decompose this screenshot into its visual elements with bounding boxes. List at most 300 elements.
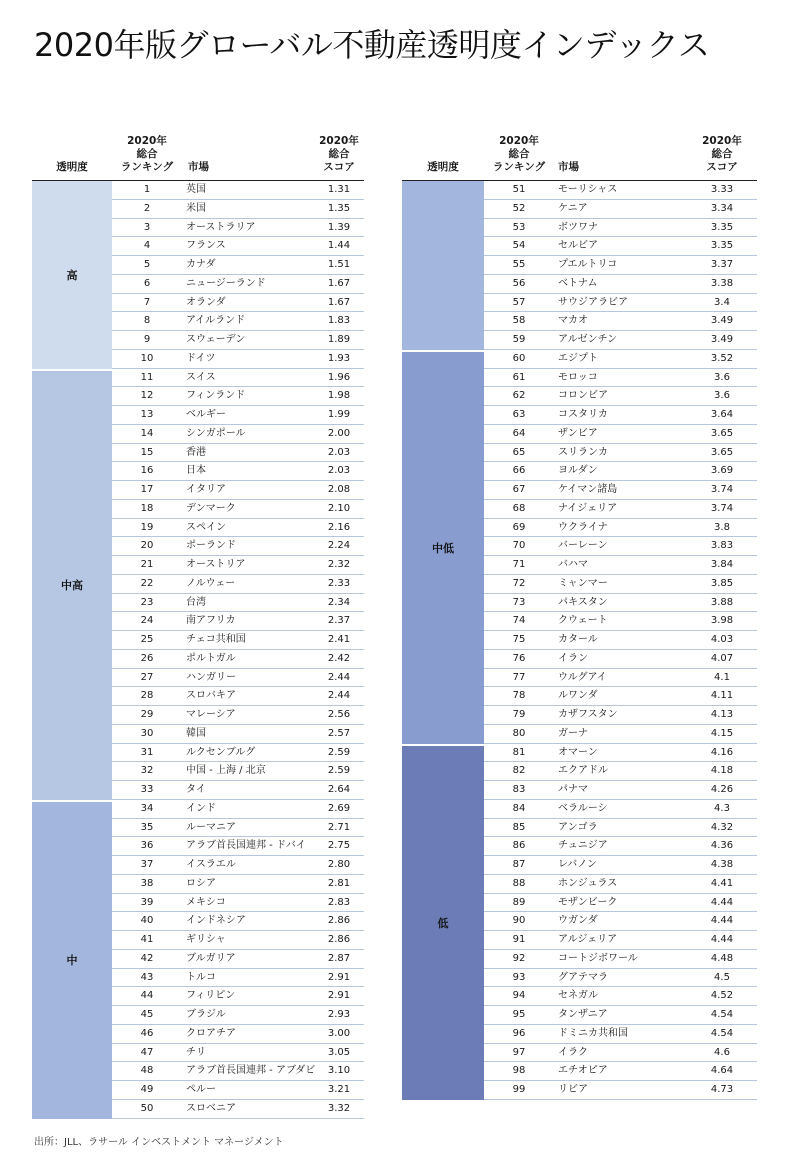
score-cell: 3.6 [714,390,730,402]
table-row [112,1081,364,1100]
score-cell: 3.52 [710,352,734,364]
table-row [484,350,757,369]
rank-cell: 60 [512,352,526,364]
score-cell: 2.24 [327,540,351,552]
table-row [112,200,364,219]
score-cell: 3.35 [710,221,734,233]
market-cell: ガーナ [558,727,588,739]
table-row [112,875,364,894]
score-cell: 2.37 [327,615,351,627]
rank-cell: 75 [512,634,526,645]
rank-cell: 13 [140,409,154,420]
table-row [112,237,364,256]
rank-cell: 54 [512,240,526,252]
market-cell: ドイツ [186,352,216,364]
table-row [484,519,757,538]
table-row [112,631,364,650]
table-row [484,819,757,838]
rank-cell: 93 [512,971,526,983]
score-cell: 4.32 [710,821,734,833]
table-row [484,425,757,444]
score-cell: 2.42 [327,652,351,664]
score-cell: 2.16 [327,521,351,533]
rank-cell: 25 [140,634,154,645]
market-cell: スイス [186,371,216,383]
table-row [112,275,364,294]
table-row [484,1025,757,1044]
score-cell: 2.44 [327,671,351,683]
market-cell: モーリシャス [558,184,618,195]
table-row [484,537,757,556]
table-row [484,669,757,688]
table-row [484,950,757,969]
score-cell: 2.34 [327,596,351,608]
table-row [484,312,757,331]
score-cell: 2.71 [327,821,351,833]
table-row [112,987,364,1006]
score-cell: 2.08 [327,484,351,495]
market-cell: モザンビーク [558,896,618,908]
table-row [484,219,757,238]
market-cell: モロッコ [558,371,598,383]
rank-cell: 38 [140,877,154,889]
market-cell: カタール [558,634,598,645]
rank-cell: 79 [512,709,526,720]
rank-cell: 10 [140,352,154,364]
market-cell: ボツワナ [558,221,598,233]
score-cell: 3.65 [710,446,734,458]
market-cell: イラク [558,1046,588,1058]
score-cell: 3.98 [710,615,734,627]
market-cell: アンゴラ [558,821,598,833]
score-cell: 4.73 [710,1084,734,1095]
rank-cell: 24 [140,615,154,627]
market-cell: セネガル [558,990,598,1002]
market-cell: パナマ [558,784,588,795]
rank-cell: 28 [140,690,154,702]
table-row [112,969,364,988]
score-cell: 4.36 [710,840,734,852]
market-cell: シンガポール [186,427,246,439]
market-cell: タイ [186,784,206,795]
table-row [484,612,757,631]
score-cell: 1.96 [327,371,351,383]
table-row [112,819,364,838]
rank-cell: 11 [140,371,154,383]
tier-label: 中低 [432,541,454,555]
table-row [484,406,757,425]
market-cell: イタリア [186,484,226,495]
tier-band [32,181,112,369]
table-row [484,1006,757,1025]
table-row [112,706,364,725]
market-cell: オーストリア [186,559,246,570]
table-row [112,350,364,369]
market-cell: 香港 [186,446,206,458]
table-row [484,237,757,256]
source-note: 出所：JLL、ラサール インベストメント マネージメント [34,1137,284,1148]
market-cell: ブラジル [186,1009,226,1020]
rank-cell: 50 [140,1102,154,1114]
market-cell: ナイジェリア [558,502,618,514]
score-cell: 1.83 [327,315,351,327]
score-cell: 4.3 [714,802,730,814]
score-cell: 3.05 [327,1046,351,1058]
table-row [484,894,757,913]
score-cell: 4.64 [710,1065,734,1077]
table-row [112,537,364,556]
table-row [484,1062,757,1081]
rank-cell: 35 [140,821,154,833]
rank-cell: 31 [140,746,154,758]
market-cell: ギリシャ [186,934,226,945]
rank-cell: 32 [140,765,154,777]
header-score [687,135,757,174]
table-row [112,1062,364,1081]
market-cell: フィンランド [186,390,246,402]
rank-cell: 52 [512,202,526,214]
score-cell: 1.98 [327,390,351,402]
rank-cell: 40 [140,915,154,927]
rank-cell: 61 [512,371,526,383]
market-cell: チリ [186,1046,206,1058]
market-cell: ニュージーランド [186,277,266,289]
score-cell: 2.64 [327,784,351,795]
market-cell: ザンビア [558,427,598,439]
rank-cell: 34 [140,802,154,814]
rank-cell: 9 [143,334,151,345]
table-row [112,519,364,538]
table-row [112,387,364,406]
table-row [112,856,364,875]
table-row [484,200,757,219]
score-cell: 3.4 [714,296,730,308]
header-tier: 透明度 [427,161,459,173]
rank-cell: 90 [512,915,526,927]
rank-cell: 87 [512,859,526,870]
market-cell: オマーン [558,746,598,758]
rank-cell: 91 [512,934,526,945]
score-cell: 1.35 [327,202,351,214]
table-row [484,631,757,650]
rank-cell: 68 [512,502,526,514]
score-cell: 3.37 [710,259,734,270]
market-cell: コロンビア [558,390,608,402]
rank-cell: 7 [143,296,151,308]
header-market: 市場 [558,161,579,173]
market-cell: エジプト [558,352,598,364]
market-cell: アルジェリア [558,934,618,945]
market-cell: スペイン [186,521,226,533]
score-cell: 3.6 [714,371,730,383]
market-cell: オランダ [186,296,226,308]
table-row [112,1025,364,1044]
score-cell: 2.57 [327,727,351,739]
market-cell: マレーシア [186,709,236,720]
header-rank-line: 総合 [508,148,530,160]
score-cell: 2.10 [327,502,351,514]
rank-cell: 73 [512,596,526,608]
header-score-line: 2020年 [702,135,742,147]
table-row [484,275,757,294]
market-cell: オーストラリア [186,221,256,233]
score-cell: 4.38 [710,859,734,870]
ranking-table-right [402,126,757,1100]
table-row [112,912,364,931]
market-cell: ベトナム [558,277,598,289]
table-row [112,556,364,575]
score-cell: 3.65 [710,427,734,439]
score-cell: 1.31 [327,184,351,195]
market-cell: トルコ [186,971,216,983]
score-cell: 3.38 [710,277,734,289]
score-cell: 2.03 [327,446,351,458]
table-row [112,369,364,388]
market-cell: チュニジア [558,840,608,852]
rank-cell: 44 [140,990,154,1002]
tier-band [402,350,484,744]
table-row [484,781,757,800]
table-row [112,837,364,856]
market-cell: アラブ首長国連邦 - ドバイ [186,840,306,852]
market-cell: ケニア [558,202,588,214]
table-row [112,894,364,913]
market-cell: カナダ [186,259,216,270]
table-row [484,650,757,669]
table-header [32,126,364,181]
tier-label: 高 [66,268,78,282]
rank-cell: 22 [140,577,154,589]
rank-cell: 59 [512,334,526,345]
table-row [112,594,364,613]
rank-cell: 88 [512,877,526,889]
rank-cell: 62 [512,390,526,402]
score-cell: 4.48 [710,952,734,964]
score-cell: 3.64 [710,409,734,420]
market-cell: インド [186,802,216,814]
rank-cell: 4 [143,240,151,252]
rank-cell: 71 [512,559,526,570]
score-cell: 4.54 [710,1027,734,1039]
market-cell: チェコ共和国 [186,634,246,645]
table-row [484,500,757,519]
rank-cell: 48 [140,1065,154,1077]
rank-cell: 81 [512,746,526,758]
table-row [112,312,364,331]
rank-cell: 96 [512,1027,526,1039]
score-cell: 2.87 [327,952,351,964]
header-score-line: 総合 [711,148,733,160]
market-cell: ハンガリー [186,671,236,683]
header-rank [484,135,554,174]
market-cell: リビア [558,1084,588,1095]
rank-cell: 78 [512,690,526,702]
rank-cell: 18 [140,502,154,514]
rank-cell: 3 [143,221,151,233]
score-cell: 3.8 [714,521,730,533]
score-cell: 2.00 [327,427,351,439]
market-cell: ミャンマー [558,577,608,589]
rank-cell: 1 [143,184,151,195]
market-cell: マカオ [558,315,588,327]
market-cell: フランス [186,240,226,252]
table-row [484,1044,757,1063]
market-cell: ルワンダ [558,690,598,702]
market-cell: ケイマン諸島 [558,484,618,495]
rank-cell: 33 [140,784,154,795]
rank-cell: 49 [140,1084,154,1095]
rank-cell: 64 [512,427,526,439]
score-cell: 3.33 [710,184,734,195]
table-row [112,612,364,631]
rank-cell: 98 [512,1065,526,1077]
table-row [484,1081,757,1100]
table-row [484,969,757,988]
table-row [112,294,364,313]
market-cell: コートジボワール [558,952,638,964]
score-cell: 2.75 [327,840,351,852]
market-cell: 南アフリカ [186,615,236,627]
market-cell: 韓国 [186,727,206,739]
score-cell: 4.44 [710,934,734,945]
market-cell: カザフスタン [558,709,618,720]
header-score [314,135,364,174]
score-cell: 2.91 [327,990,351,1002]
score-cell: 4.16 [710,746,734,758]
market-cell: エチオピア [558,1065,608,1077]
market-cell: 台湾 [186,596,206,608]
rank-cell: 94 [512,990,526,1002]
header-score-line: 2020年 [319,135,359,147]
rank-cell: 67 [512,484,526,495]
table-row [112,744,364,763]
rank-cell: 72 [512,577,526,589]
rank-cell: 76 [512,652,526,664]
table-row [484,369,757,388]
table-row [112,1044,364,1063]
market-cell: セルビア [558,240,598,252]
table-row [484,687,757,706]
rank-cell: 15 [140,446,154,458]
market-cell: クロアチア [186,1027,236,1039]
market-cell: ロシア [186,877,216,889]
table-row [484,294,757,313]
rank-cell: 16 [140,465,154,477]
market-cell: イラン [558,652,588,664]
rank-cell: 47 [140,1046,154,1058]
market-cell: クウェート [558,615,608,627]
rank-cell: 83 [512,784,526,795]
market-cell: アルゼンチン [558,334,618,345]
market-cell: デンマーク [186,502,236,514]
market-cell: バーレーン [558,540,608,552]
score-cell: 4.1 [714,671,730,683]
table-row [484,706,757,725]
rank-cell: 97 [512,1046,526,1058]
table-row [484,931,757,950]
market-cell: スロベニア [186,1102,236,1114]
rank-cell: 36 [140,840,154,852]
score-cell: 3.34 [710,202,734,214]
rank-cell: 19 [140,521,154,533]
header-score-line: スコア [323,161,355,173]
rank-cell: 63 [512,409,526,420]
market-cell: スウェーデン [186,334,246,345]
market-cell: プエルトリコ [558,259,618,270]
market-cell: ベラルーシ [558,802,608,814]
score-cell: 1.99 [327,409,351,420]
rank-cell: 56 [512,277,526,289]
rank-cell: 84 [512,802,526,814]
rank-cell: 99 [512,1084,526,1095]
score-cell: 4.5 [714,971,730,983]
header-rank-line: ランキング [492,161,546,173]
rank-cell: 55 [512,259,526,270]
table-row [484,594,757,613]
score-cell: 3.83 [710,540,734,552]
table-row [484,762,757,781]
market-cell: 中国 - 上海 / 北京 [186,765,266,777]
tier-band [32,800,112,1119]
header-rank-line: ランキング [120,161,174,173]
market-cell: グアテマラ [558,971,608,983]
score-cell: 3.85 [710,577,734,589]
score-cell: 1.44 [327,240,351,252]
header-market: 市場 [188,161,209,173]
market-cell: フィリピン [186,990,236,1002]
rank-cell: 80 [512,727,526,739]
score-cell: 2.93 [327,1009,351,1020]
table-row [484,875,757,894]
rank-cell: 65 [512,446,526,458]
table-row [112,762,364,781]
header-rank-line: 2020年 [499,135,539,147]
score-cell: 4.03 [710,634,734,645]
table-row [112,444,364,463]
score-cell: 4.6 [714,1046,730,1058]
market-cell: ヨルダン [558,465,598,477]
score-cell: 1.51 [327,259,351,270]
market-cell: ホンジュラス [558,877,618,889]
score-cell: 2.81 [327,877,351,889]
table-row [112,1100,364,1119]
market-cell: パキスタン [558,596,608,608]
table-row [484,800,757,819]
rank-cell: 92 [512,952,526,964]
score-cell: 4.44 [710,896,734,908]
score-cell: 3.49 [710,334,734,345]
rank-cell: 30 [140,727,154,739]
tier-band [32,369,112,800]
table-body [32,181,364,1119]
rank-cell: 86 [512,840,526,852]
tier-label: 低 [437,916,449,930]
tier-label: 中高 [61,579,83,593]
score-cell: 2.32 [327,559,351,570]
rank-cell: 12 [140,390,154,402]
table-row [484,331,757,350]
rank-cell: 41 [140,934,154,945]
ranking-table-left [32,126,364,1119]
table-row [484,912,757,931]
score-cell: 2.33 [327,577,351,589]
score-cell: 2.44 [327,690,351,702]
table-row [112,575,364,594]
table-row [112,725,364,744]
score-cell: 4.13 [710,709,734,720]
rank-cell: 2 [143,202,151,214]
table-row [484,256,757,275]
